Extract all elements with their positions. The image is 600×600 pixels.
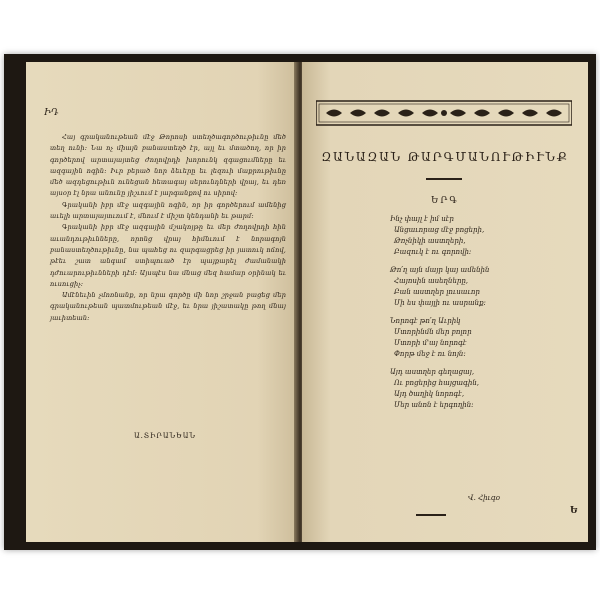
prose-paragraph: Գրականի իբր մէջ ազգային մշակոյթը եւ մեր ժողովրդի հին աւանդութիւնները, որոնց վրայ հիմնւում է նորագոյն բանաստեղծութիւնը, նա պահեց ու զարգացրեց իր յատուկ ոճով, թէեւ շատ անգամ ստիպուած էր պայքարել ժամանակի դժուարութիւնների դէմ։ Այսպէս նա մնաց մեզ համար օրինակ եւ ուսուցիչ։ bbox=[50, 223, 286, 288]
stanza bbox=[390, 367, 550, 411]
section-heading: ԶԱՆԱԶԱՆ ԹԱՐԳՄԱՆՈՒԹԻՒՆՔ bbox=[321, 150, 569, 164]
poem-line: Թո՛ղ այն մայր կայ ամենին bbox=[390, 266, 490, 274]
poem-line: Փորթ մեջ է ու նոյն: bbox=[394, 350, 466, 358]
poem-author: Վ. Հիւգօ bbox=[468, 494, 501, 502]
poem-line: Այդ աստղեր գեղացայ, bbox=[390, 368, 475, 376]
stanza bbox=[390, 214, 550, 258]
ornament-band-icon bbox=[316, 100, 572, 126]
poem-line: Մեր անոն է երգողին: bbox=[394, 401, 474, 409]
poem-line: Մտորի մ'այ նորոգէ bbox=[394, 339, 467, 347]
page-number-left: ԻԴ bbox=[44, 108, 59, 118]
open-book bbox=[4, 54, 596, 550]
poem-line: Մի ես փայլի ու ասրանք: bbox=[394, 299, 486, 307]
prose-paragraph: Ամէնեւին չմոռնանք, որ նրա գործը մի նոր շրջան բացեց մեր գրականութեան պատմութեան մէջ, եւ նրա յիշատակը թող մնայ յաւիտեան։ bbox=[50, 291, 286, 322]
poem-title: ԵՐԳ bbox=[431, 196, 459, 206]
stanza bbox=[390, 316, 550, 360]
poem-line: Անցաւորաց մէջ բոցերի, bbox=[394, 226, 485, 234]
prose-text bbox=[50, 132, 286, 324]
signature: Ա.ՏԻՐԱՆԵԱՆ bbox=[134, 432, 196, 440]
page-number-right: Ե bbox=[570, 506, 578, 516]
left-page bbox=[26, 62, 298, 542]
poem-line: Հայոսին ասեղները, bbox=[394, 277, 469, 285]
poem-line: Ու բոցերից հայցագին, bbox=[394, 379, 480, 387]
prose-paragraph: Գրականի իբր մէջ ազգային ոգին, որ իր գործերում ամենից աւելի արտայայտւում է, մնում է միշտ կենդանի եւ թարմ։ bbox=[50, 200, 286, 221]
poem-line: Թռչնիկի աստղերի, bbox=[394, 237, 466, 245]
prose-paragraph: Հայ գրականութեան մէջ Թորոսի ստեղծագործութիւնը մեծ տեղ ունի։ Նա ոչ միայն բանաստեղծ էր, այլ եւ մտածող, որ իր գործերով արտայայտեց ժողովրդի խորունկ զգացումները եւ ազգային ոգին։ Իւր բերած նոր ձեւերը եւ լեզուի մաքրութիւնը մեծ ազդեցութիւն ունեցան հետագայ սերունդների վրայ, եւ դեռ այսօր էլ նրա անունը յիշւում է յարգանքով ու սիրով։ bbox=[50, 133, 286, 198]
poem-line: Բան աստղեր լուսաւոր bbox=[394, 288, 480, 296]
poem-line: Այդ ծաղիկ նորոգէ, bbox=[394, 390, 465, 398]
poem-line: Ինչ փայլ է իմ սէր bbox=[390, 215, 454, 223]
end-divider bbox=[416, 514, 446, 516]
heading-divider bbox=[426, 178, 462, 180]
poem-line: Նորոգէ թո՛ղ Աւրիկ bbox=[390, 317, 461, 325]
poem-body bbox=[390, 214, 550, 418]
stanza bbox=[390, 265, 550, 309]
right-page bbox=[302, 62, 588, 542]
poem-line: Բազուկ է ու գորովի: bbox=[394, 248, 472, 256]
poem-line: Մտորինմն մեր բոլոր bbox=[394, 328, 472, 336]
